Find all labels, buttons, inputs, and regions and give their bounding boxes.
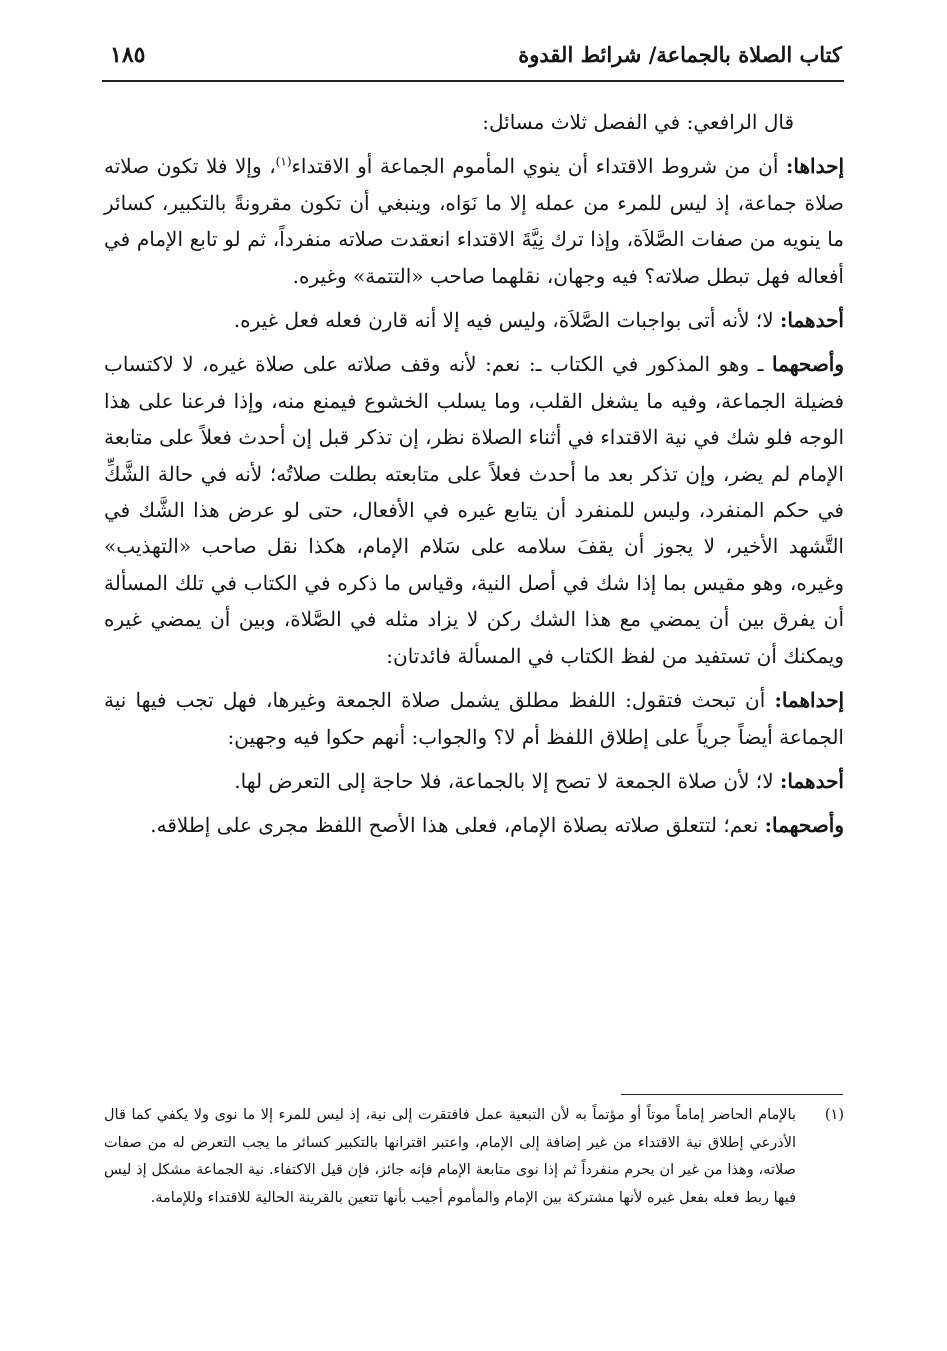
- footnote: [104, 1102, 844, 1212]
- main-text: [104, 104, 844, 852]
- footnote-rule: [621, 1094, 843, 1095]
- paragraph: [104, 682, 844, 755]
- paragraph-lead: وأصحهما: [772, 352, 845, 377]
- paragraph-lead: وأصحهما:: [764, 813, 844, 838]
- paragraph: [104, 763, 844, 799]
- paragraph-text: ـ وهو المذكور في الكتاب ـ: نعم: لأنه وقف صلاته على صلاة غيره، لا لاكتساب فضيلة الجماعة، وفيه ما يشغل القلب، وما يسلب الخشوع فيمنع منه، وإذا فرعنا على هذا الوجه فلو شك في نية الاقتداء في أثناء الصلاة نظر، إن تذكر قبل إن أحدث فعلاً على متابعة الإمام لم يضر، وإن تذكر بعد ما أحدث فعلاً على متابعته بطلت صلاتُه؛ لأنه في حالة الشَّكِّ في حكم المنفرد، وليس للمنفرد أن يتابع غيره في الأفعال، حتى لو عرض هذا الشَّك في التَّشهد الأخير، لا يجوز أن يقفَ سلامه على سَلام الإمام، هكذا نقل صاحب «التهذيب» وغيره، وهو مقيس بما إذا شك في أصل النية، وقياس ما ذكره في الكتاب في تلك المسألة أن يفرق بين أن يمضي مع هذا الشك ركن لا يزاد مثله في الصَّلاة، وبين أن يمضي غيره ويمكنك أن تستفيد من لفظ الكتاب في المسألة فائدتان:: [104, 352, 844, 668]
- footnote-reference: (١): [275, 154, 292, 169]
- paragraph: [104, 346, 844, 674]
- footnote-text: بالإمام الحاضر إماماً موتاً أو مؤتماً به لأن التبعية عمل فافتقرت إلى نية، إذ ليس للمرء إلا ما نوى ولا يكفي كما قال الأذرعي إطلاق نية الاقتداء من غير إضافة إلى الإمام، واعتبر اقترانها بالتكبير كسائر ما يجب التعرض له من صفات صلاته، وهذا من غير ان يحرم منفرداً ثم إذا نوى متابعة الإمام فإنه جائز، فإن قيل الاكتفاء. نية الجماعة مشكل إذ ليس فيها ربط فعله بفعل غيره لأنها مشتركة بين الإمام والمأموم أجيب بأنها تتعين بالقرينة الحالية للاقتداء وللإمامة.: [104, 1107, 796, 1206]
- paragraph-text: لا؛ لأن صلاة الجمعة لا تصح إلا بالجماعة، فلا حاجة إلى التعرض لها.: [234, 768, 774, 793]
- header-rule: [102, 80, 844, 82]
- paragraph-text: قال الرافعي: في الفصل ثلاث مسائل:: [482, 110, 794, 134]
- paragraph-text-continued: ، وإلا فلا تكون صلاته صلاة جماعة، إذ ليس للمرء من عمله إلا ما نَوَاه، وينبغي أن تكون مقرونةً بالتكبير، كسائر ما ينويه من صفات الصَّلاَة، وإذا ترك نِيَّةَ الاقتداء انعقدت صلاته منفرداً، ثم لو تابع الإمام في أفعاله فهل تبطل صلاته؟ فيه وجهان، نقلهما صاحب «التتمة» وغيره.: [104, 154, 844, 288]
- paragraph-lead: إحداهما:: [774, 688, 844, 713]
- chapter-title: كتاب الصلاة بالجماعة/ شرائط القدوة: [518, 42, 842, 67]
- paragraph-lead: أحدهما:: [779, 308, 844, 333]
- paragraph: [104, 302, 844, 338]
- running-header: [104, 42, 842, 72]
- paragraph-text: أن تبحث فتقول: اللفظ مطلق يشمل صلاة الجمعة وغيرها، فهل تجب فيها نية الجماعة أيضاً جرياً على إطلاق اللفظ أم لا؟ والجواب: أنهم حكوا فيه وجهين:: [104, 688, 844, 749]
- footnote-marker: (١): [824, 1107, 844, 1123]
- paragraph-text: لا؛ لأنه أتى بواجبات الصَّلاَة، وليس فيه إلا أنه قارن فعله فعل غيره.: [233, 308, 774, 333]
- paragraph: [104, 807, 844, 843]
- paragraph-lead: أحدهما:: [779, 768, 844, 793]
- paragraph-lead: إحداها:: [786, 154, 844, 179]
- paragraph: [104, 104, 844, 140]
- page-number: ١٨٥: [110, 42, 146, 68]
- paragraph-text: نعم؛ لتتعلق صلاته بصلاة الإمام، فعلى هذا الأصح اللفظ مجرى على إطلاقه.: [150, 813, 759, 838]
- paragraph: [104, 148, 844, 294]
- paragraph-text: أن من شروط الاقتداء أن ينوي المأموم الجماعة أو الاقتداء: [291, 154, 779, 179]
